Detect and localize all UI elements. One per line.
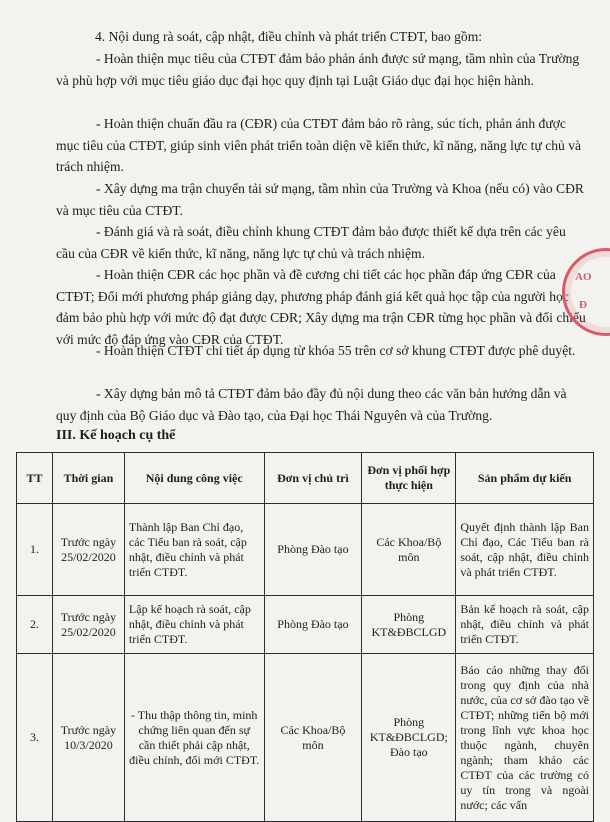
row-lead-unit: Phòng Đào tạo bbox=[264, 596, 362, 654]
row-partner-unit: Các Khoa/Bộ môn bbox=[362, 504, 456, 596]
header-time: Thời gian bbox=[52, 453, 124, 504]
bullet-learning-outcomes: - Hoàn thiện chuẩn đầu ra (CĐR) của CTĐT đảm bảo rõ ràng, súc tích, phản ánh được mục tiêu của CTĐT, giúp sinh viên phát triển toàn diện về kiến thức, kĩ năng, năng lực tự chủ và trách nhiệm. bbox=[56, 116, 582, 174]
plan-table bbox=[16, 452, 594, 822]
section-4-title: 4. Nội dung rà soát, cập nhật, điều chỉnh và phát triển CTĐT, bao gồm: bbox=[95, 29, 483, 44]
row-number: 3. bbox=[17, 654, 53, 822]
row-content: Thành lập Ban Chỉ đạo, các Tiểu ban rà soát, cập nhật, điều chỉnh và phát triển CTĐT. bbox=[124, 504, 264, 596]
row-number: 2. bbox=[17, 596, 53, 654]
row-partner-unit: Phòng KT&ĐBCLGD bbox=[362, 596, 456, 654]
table-row bbox=[17, 504, 594, 596]
bullet-mission-matrix: - Xây dựng ma trận chuyển tải sứ mạng, tầm nhìn của Trường và Khoa (nếu có) vào CĐR và mục tiêu của CTĐT. bbox=[56, 181, 584, 218]
row-lead-unit: Phòng Đào tạo bbox=[264, 504, 362, 596]
row-partner-unit: Phòng KT&ĐBCLGD; Đào tạo bbox=[362, 654, 456, 822]
section-3-heading: III. Kế hoạch cụ thể bbox=[56, 428, 176, 443]
header-content: Nội dung công việc bbox=[124, 453, 264, 504]
table-row bbox=[17, 654, 594, 822]
bullet-framework-review: - Đánh giá và rà soát, điều chỉnh khung CTĐT đảm bảo được thiết kế dựa trên các yêu cầu của CĐR về kiến thức, kĩ năng, năng lực tự chủ và trách nhiệm. bbox=[56, 224, 566, 261]
row-content: Lập kế hoạch rà soát, cập nhật, điều chỉnh và phát triển CTĐT. bbox=[124, 596, 264, 654]
bullet-detailed-program: - Hoàn thiện CTĐT chi tiết áp dụng từ khóa 55 trên cơ sở khung CTĐT được phê duyệt. bbox=[96, 343, 576, 358]
header-lead-unit: Đơn vị chủ trì bbox=[264, 453, 362, 504]
header-partner-unit: Đơn vị phối hợp thực hiện bbox=[362, 453, 456, 504]
row-product: Bản kế hoạch rà soát, cập nhật, điều chỉnh và phát triển CTĐT. bbox=[456, 596, 594, 654]
row-lead-unit: Các Khoa/Bộ môn bbox=[264, 654, 362, 822]
row-number: 1. bbox=[17, 504, 53, 596]
header-tt: TT bbox=[17, 453, 53, 504]
row-time: Trước ngày 25/02/2020 bbox=[52, 596, 124, 654]
table-header-row bbox=[17, 453, 594, 504]
row-content: - Thu thập thông tin, minh chứng liên quan đến sự cần thiết phải cập nhật, điều chỉnh, đổi mới CTĐT. bbox=[124, 654, 264, 822]
table-row bbox=[17, 596, 594, 654]
row-time: Trước ngày 25/02/2020 bbox=[52, 504, 124, 596]
red-seal-stamp: AO Đ bbox=[562, 248, 610, 336]
header-product: Sản phẩm dự kiến bbox=[456, 453, 594, 504]
bullet-program-description: - Xây dựng bản mô tả CTĐT đảm bảo đầy đủ nội dung theo các văn bản hướng dẫn và quy định của Bộ Giáo dục và Đào tạo, của Đại học Thái Nguyên và của Trường. bbox=[56, 386, 567, 423]
bullet-objectives: - Hoàn thiện mục tiêu của CTĐT đảm bảo phản ánh được sứ mạng, tầm nhìn của Trường và phù hợp với mục tiêu giáo dục đại học quy định tại Luật Giáo dục đại học hiện hành. bbox=[56, 51, 580, 88]
row-time: Trước ngày 10/3/2020 bbox=[52, 654, 124, 822]
bullet-course-outcomes: - Hoàn thiện CĐR các học phần và đề cương chi tiết các học phần đáp ứng CĐR của CTĐT; Đổi mới phương pháp giảng dạy, phương pháp đánh giá kết quả học tập của người học đảm bảo phù hợp với mức độ đạt được CĐR; Xây dựng ma trận CĐR từng học phần và đối chiếu với mức độ đáp ứng vào CĐR của CTĐT. bbox=[56, 267, 586, 347]
row-product: Quyết định thành lập Ban Chỉ đạo, Các Tiểu ban rà soát, cập nhật, điều chỉnh và phát triển CTĐT. bbox=[456, 504, 594, 596]
row-product: Báo cáo những thay đổi trong quy định của nhà nước, của cơ sở đào tạo về CTĐT; những tiến bộ mới trong lĩnh vực khoa học thuộc ngành, chuyên ngành; tham khảo các CTĐT của các trường có uy tín trong và ngoài nước; các vấn bbox=[456, 654, 594, 822]
